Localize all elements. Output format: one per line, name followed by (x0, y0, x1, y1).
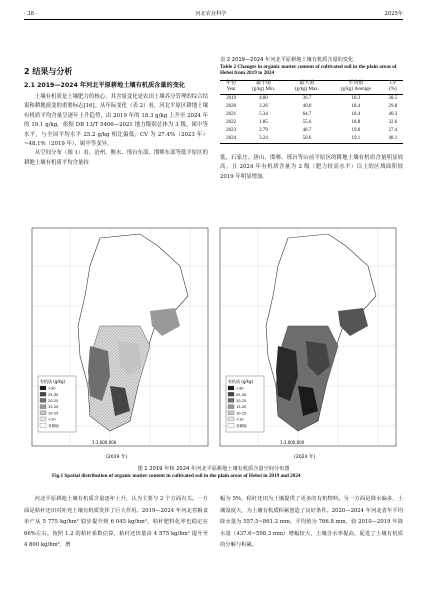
table-cell: 38.5 (388, 95, 398, 101)
table-cell: 32.6 (388, 119, 398, 125)
table-caption-en: Table 2 Changes in organic matter content of cultivated soil in the plain areas of Hebei from 2019 to 2024 (220, 63, 397, 77)
paragraph-1: 土壤有机质是土壤肥力的核心，其含量变化是农田土壤养分管理的综合结果和耕地演变的重要标志[16]。从年际变化（表 2）看，河北平原区耕地土壤有机质平均含量呈逐年上升趋势，由 2019 年的 18.3 g/kg 上升至 2024 年的 19.1 g/kg。依据 DB 13/T 5406—2021 地力级别总体为 3 级，属中等水平，与全国平均水平 25.2 g/kg 相比偏低；CV 为 27.4%（2023 年）~48.1%（2019 年），属中等变异。 (24, 94, 208, 148)
legend-swatch (228, 411, 234, 415)
legend-label: 非耕地 (236, 423, 247, 428)
table-cell: 5.34 (259, 111, 268, 117)
table-cell: 4.80 (259, 95, 268, 101)
col-max: 最大值 (g/kg) Max. (295, 81, 319, 93)
table-cell: 2019 (226, 95, 237, 101)
table-row (220, 94, 403, 103)
table-cell: 1.85 (259, 119, 268, 125)
table-cell: 29.8 (388, 103, 398, 109)
legend-label: 10-15 (236, 411, 247, 416)
table-cell: 55.6 (302, 119, 312, 125)
table-cell: 2021 (226, 111, 237, 117)
table-row (220, 127, 403, 135)
legend-title-2024: 有机质 (g/kg) (228, 379, 254, 384)
table-cell: 48.1 (388, 135, 398, 141)
table-container (220, 80, 403, 144)
legend-label: 20-25 (48, 399, 59, 403)
table-cell: 40.0 (302, 103, 312, 109)
col-year: 年份 Year (226, 81, 237, 93)
legend-swatch (228, 423, 234, 427)
maps-svg (30, 226, 398, 462)
figure-caption (24, 466, 403, 480)
legend-swatch (40, 405, 46, 409)
legend-swatch (228, 417, 234, 421)
left-column (24, 66, 208, 168)
bottom-left-paragraph: 河北平原耕地土壤有机质含量逐年上升，认为主要与 2 个方面有关。一方面是秸秆还田对补充土壤有机质发挥了巨大作用。2019—2024 年河北省粮食单产从 5 775 kg/hm² 稳步提升到 6 045 kg/hm²，秸秆肥料化率也稳定在 66%左右。按照 1.2 的秸秆系数估算，秸秆还田量由 4 575 kg/hm² 提升至 4 800 kg/hm²，增 (24, 496, 208, 549)
legend-label: 20-25 (236, 399, 247, 403)
legend-swatch (228, 392, 234, 396)
table-cell: 2.79 (259, 127, 268, 133)
legend-swatch (40, 411, 46, 415)
table-cell: 3.24 (259, 135, 268, 141)
table-cell: 18.4 (351, 103, 361, 109)
legend-label: >30 (236, 386, 244, 391)
map-2019-year: (2019 年) (106, 455, 128, 460)
legend-label: <10 (48, 417, 56, 422)
bottom-right-column (220, 494, 403, 552)
legend-label: 25-30 (48, 392, 59, 397)
legend-label: 15-20 (48, 405, 59, 410)
legend-swatch (40, 398, 46, 402)
table-row (220, 103, 403, 111)
legend-label: 25-30 (236, 392, 247, 397)
table-cell: 19.0 (351, 127, 361, 133)
table-cell: 2023 (226, 127, 237, 133)
table-cell: 48.7 (302, 127, 312, 133)
right-paragraph: 低，石家庄、唐山、邯郸、邢台等山前平原区的耕地土壤有机质含量明显较高。且 2024 年有机质含量为 2 级（肥力较高水平）以上的区域面积较 2019 年明显增加。 (220, 155, 403, 180)
figure-caption-cn: 图 1 2019 年和 2024 年河北平原耕地土壤有机质含量空间分布图 (137, 466, 290, 472)
col-average: 平均值 (g/kg) Average (340, 81, 371, 93)
page-number: · 38 · (24, 11, 38, 17)
figure-caption-en: Fig.1 Spatial distribution of organic matter content in cultivated soil in the plain areas of Hebei in 2019 and 2024 (52, 473, 301, 479)
table-cell: 3.26 (259, 103, 268, 109)
legend-swatch (228, 398, 234, 402)
table-cell: 2022 (226, 119, 237, 125)
bottom-right-paragraph: 幅为 5%，秸秆还田为土壤提供了更多的有机物料。另一方面是降水偏多，土壤湿度大，为土壤有机质积累创造了良好条件。2020—2024 年河北省年平均降水量为 557.5~861.2 mm，平均值为 766.8 mm，较 2010—2019 年降水量（437.6~598.3 mm）增幅较大，土壤含水率提高，促进了土壤有机质的分解与积累。 (220, 496, 403, 549)
table-cell: 27.4 (388, 127, 398, 133)
legend-swatch (40, 423, 46, 427)
map-2024-scale: 1:3,000,000 (280, 440, 305, 445)
running-header (24, 8, 403, 20)
journal-name: 河北农业科学 (195, 11, 227, 17)
right-column (220, 154, 403, 182)
legend-label: 非耕地 (48, 423, 59, 428)
paragraph-2: 从空间分布（图 1）看，沧州、衡水、邢台东部、邯郸东部等低平原区的耕地土壤有机质平均含量较 (24, 150, 208, 166)
table-cell: 18.4 (351, 111, 361, 117)
table-row (220, 119, 403, 127)
table-cell: 64.7 (302, 111, 312, 117)
table-cell: 36.7 (302, 95, 312, 101)
table-row (220, 135, 403, 144)
col-min: 最小值 (g/kg) Min. (251, 81, 276, 93)
table-cell: 18.3 (351, 95, 361, 101)
subsection-heading: 2.1 2019—2024 年河北平原耕地土壤有机质含量的变化 (24, 82, 186, 89)
table-row (220, 111, 403, 119)
legend-title: 有机质 (g/kg) (40, 379, 66, 384)
legend-swatch (228, 405, 234, 409)
legend-swatch (40, 386, 46, 390)
legend-label: >30 (48, 386, 56, 391)
legend-swatch (40, 417, 46, 421)
bottom-left-column (24, 494, 208, 552)
table-cell: 18.8 (351, 119, 361, 125)
section-heading: 2 结果与分析 (24, 67, 73, 76)
table-caption-cn: 表 2 2019—2024 年河北平原耕地土壤有机质含量的变化 (220, 57, 354, 63)
legend-label: 10-15 (48, 411, 59, 416)
legend-swatch (40, 392, 46, 396)
figure-maps (30, 226, 398, 462)
table-cell: 2020 (226, 103, 237, 109)
table-cell: 50.6 (302, 135, 312, 141)
legend-label: <10 (236, 417, 244, 422)
legend-label: 15-20 (236, 405, 247, 410)
table-caption (220, 57, 403, 77)
table-cell: 40.3 (388, 111, 398, 117)
col-cv: CV (%) (389, 81, 397, 93)
legend-swatch (228, 386, 234, 390)
data-table (220, 80, 403, 144)
table-cell: 19.1 (351, 135, 361, 141)
map-2019-scale: 1:3,000,000 (92, 440, 117, 445)
table-cell: 2024 (226, 135, 237, 141)
map-2024-year: (2024 年) (294, 455, 316, 460)
table-header-row (220, 81, 403, 95)
journal-year: 2025年 (384, 11, 403, 17)
